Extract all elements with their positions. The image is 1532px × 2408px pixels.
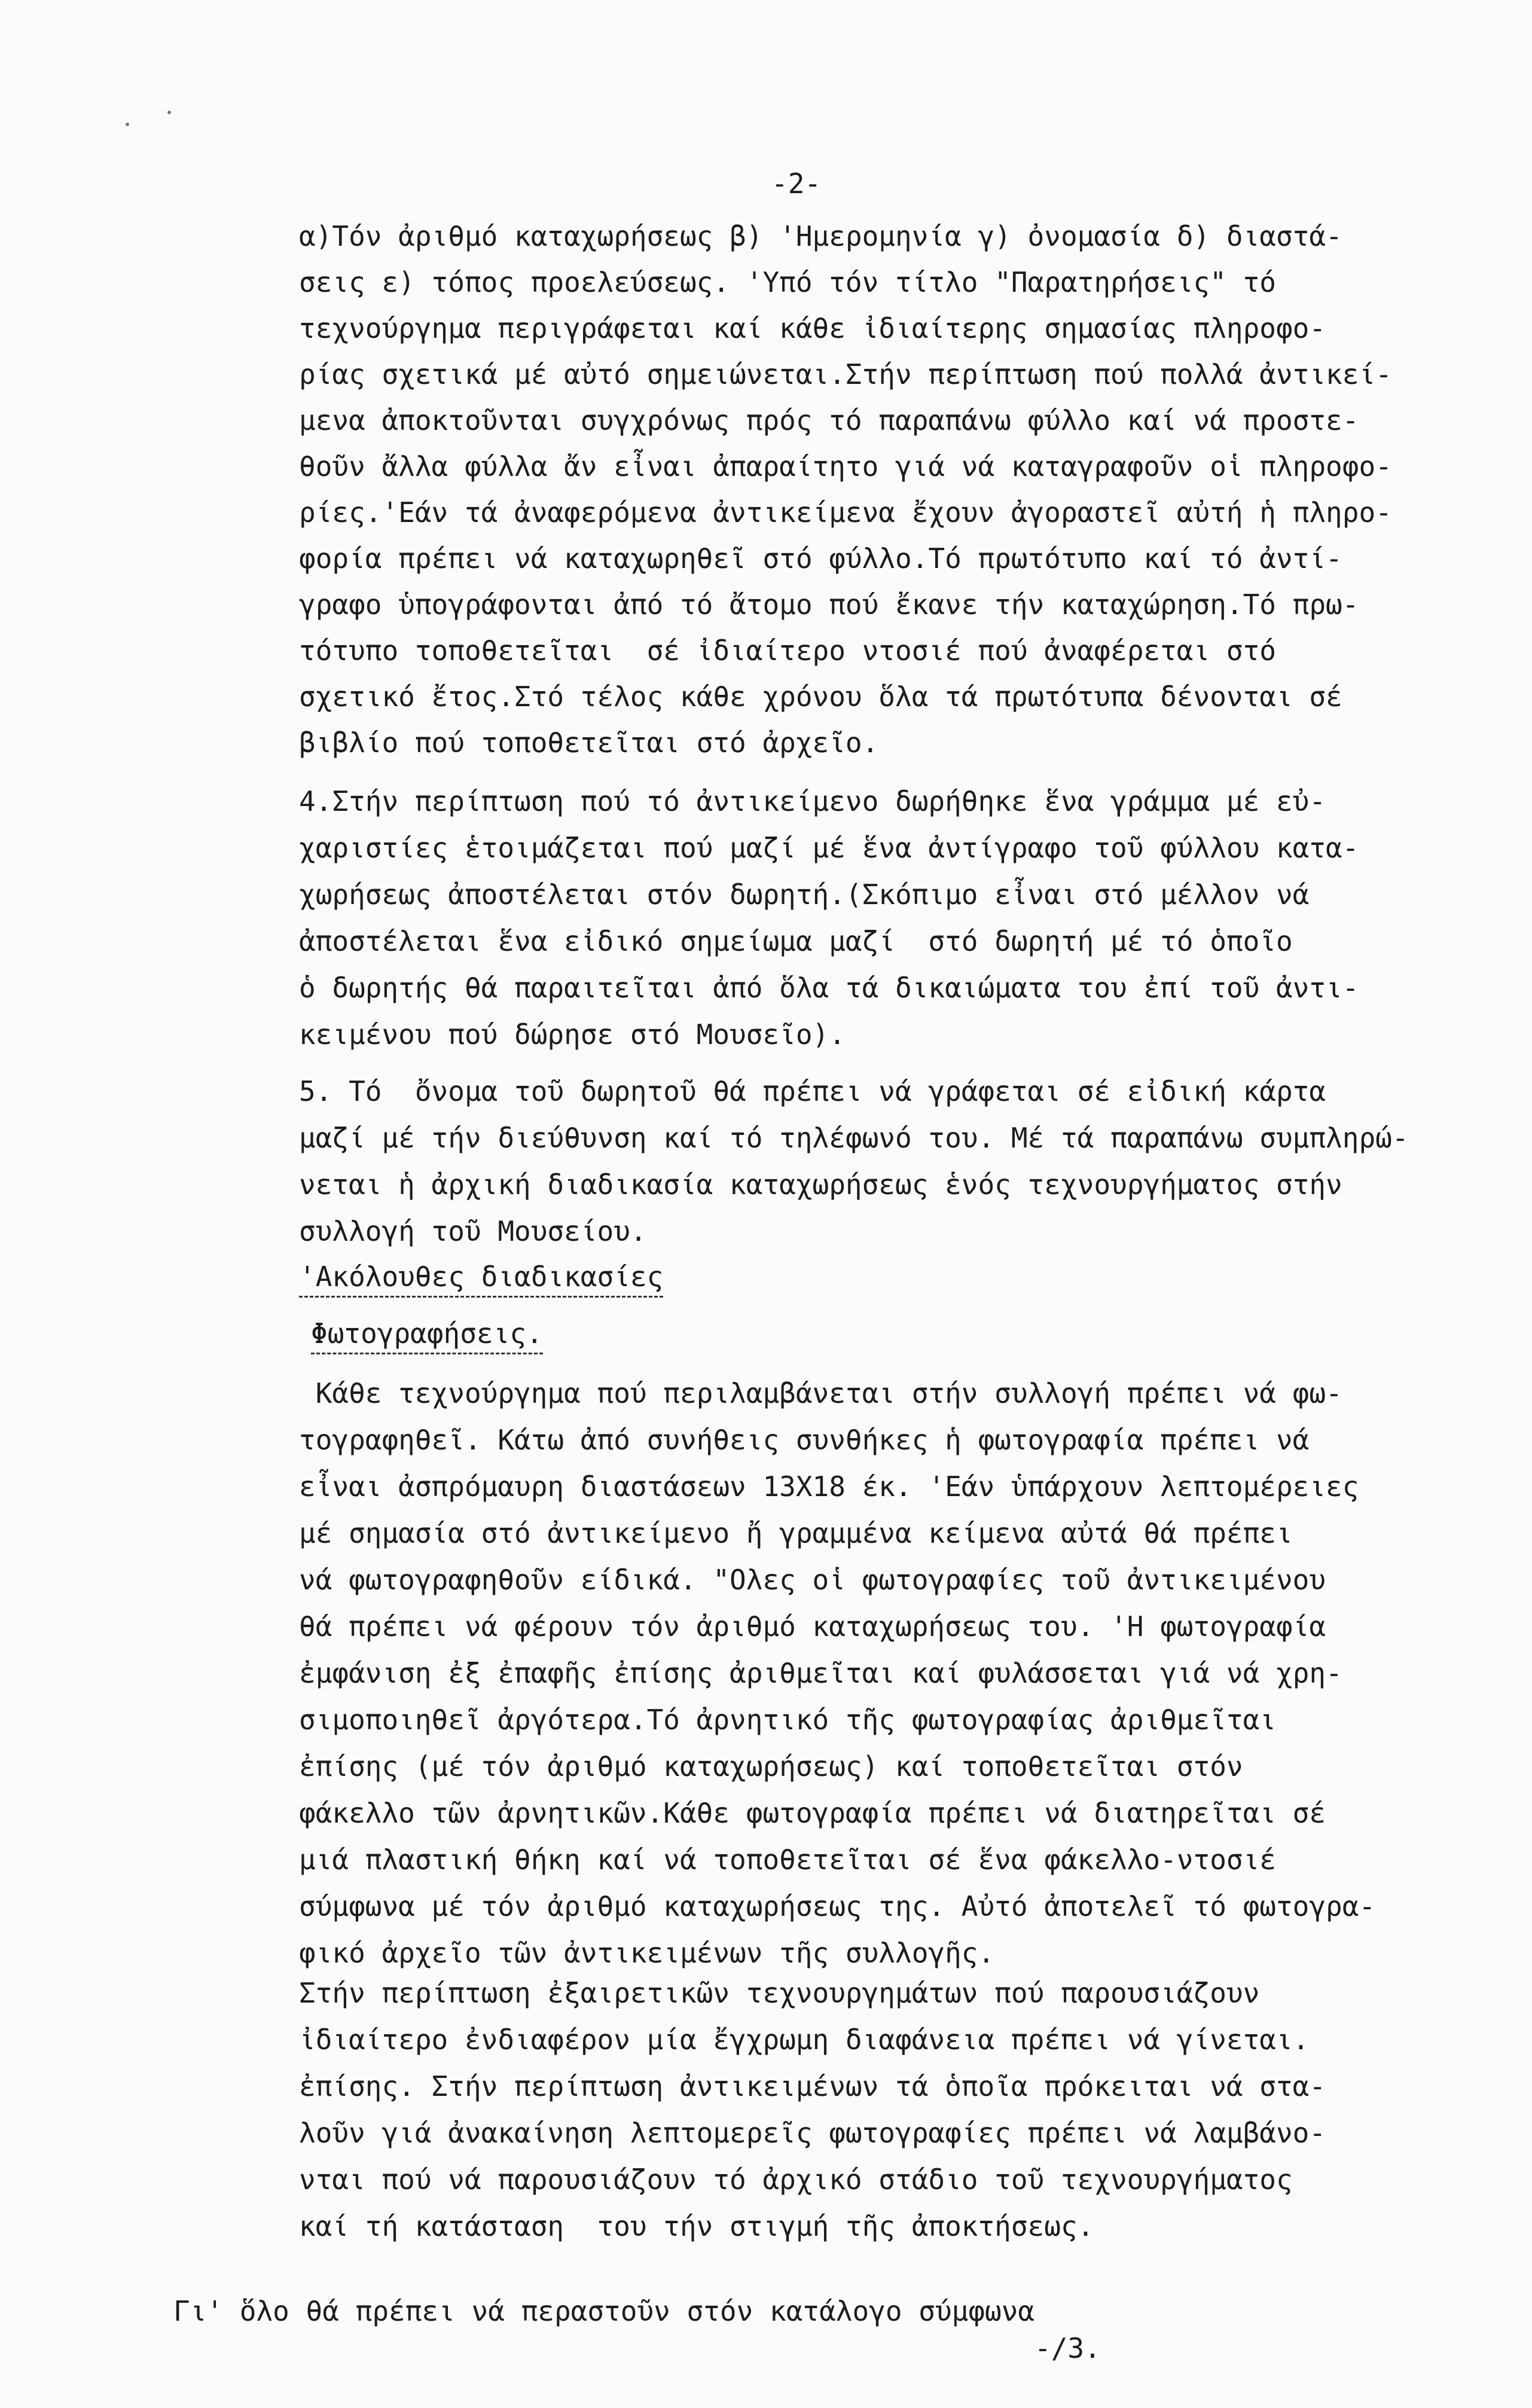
text-line: ἰδιαίτερο ἐνδιαφέρον μία ἔγχρωμη διαφάνεια πρέπει νά γίνεται. [299,2024,1310,2056]
text-line: τογραφηθεῖ. Κάτω ἀπό συνήθεις συνθήκες ἡ φωτογραφία πρέπει νά [299,1424,1310,1456]
text-line: φικό ἀρχεῖο τῶν ἀντικειμένων τῆς συλλογῆς. [299,1937,995,1969]
text-line: χωρήσεως ἀποστέλεται στόν δωρητή.(Σκόπιμο εἶναι στό μέλλον νά [299,878,1310,911]
continuation-mark: -/3. [1034,2332,1101,2364]
text-line: 5. Τό ὄνομα τοῦ δωρητοῦ θά πρέπει νά γράφεται σέ εἰδική κάρτα [299,1075,1326,1107]
text-line: σιμοποιηθεῖ ἀργότερα.Τό ἀρνητικό τῆς φωτογραφίας ἀριθμεῖται [299,1704,1276,1736]
text-line: φορία πρέπει νά καταχωρηθεῖ στό φύλλο.Τό πρωτότυπο καί τό ἀντί- [299,542,1342,575]
text-line: Στήν περίπτωση ἐξαιρετικῶν τεχνουργημάτων πού παρουσιάζουν [299,1977,1260,2009]
text-line: εἶναι ἀσπρόμαυρη διαστάσεων 13Χ18 έκ. 'Εάν ὑπάρχουν λεπτομέρειες [299,1470,1359,1503]
text-line: συλλογή τοῦ Μουσείου. [299,1215,647,1247]
text-line: ἐπίσης (μέ τόν ἀριθμό καταχωρήσεως) καί τοποθετεῖται στόν [299,1750,1243,1783]
text-line: ἐμφάνιση ἐξ ἐπαφῆς ἐπίσης ἀριθμεῖται καί φυλάσσεται γιά νά χρη- [299,1657,1342,1689]
section-heading-photography: Φωτογραφήσεις. [311,1316,543,1354]
text-line: σεις ε) τόπος προελεύσεως. 'Υπό τόν τίτλο "Παρατηρήσεις" τό [299,266,1276,298]
text-line: σχετικό ἔτος.Στό τέλος κάθε χρόνου ὅλα τά πρωτότυπα δένονται σέ [299,680,1342,713]
scan-speck [126,123,129,126]
text-line: Κάθε τεχνούργημα πού περιλαμβάνεται στήν συλλογή πρέπει νά φω- [299,1377,1342,1409]
text-line: τότυπο τοποθετεῖται σέ ἰδιαίτερο ντοσιέ πού ἀναφέρεται στό [299,634,1276,667]
text-line: μιά πλαστική θήκη καί νά τοποθετεῖται σέ ἕνα φάκελλο-ντοσιέ [299,1844,1276,1876]
text-line: νεται ἡ ἀρχική διαδικασία καταχωρήσεως ἑνός τεχνουργήματος στήν [299,1168,1342,1201]
text-line: νται πού νά παρουσιάζουν τό ἀρχικό στάδιο τοῦ τεχνουργήματος [299,2163,1293,2196]
text-line: θά πρέπει νά φέρουν τόν ἀριθμό καταχωρήσεως του. 'Η φωτογραφία [299,1610,1326,1643]
text-line: ρίας σχετικά μέ αὐτό σημειώνεται.Στήν περίπτωση πού πολλά ἀντικεί- [299,358,1392,390]
text-line: φάκελλο τῶν ἀρνητικῶν.Κάθε φωτογραφία πρέπει νά διατηρεῖται σέ [299,1797,1326,1829]
text-line: α)Τόν ἀριθμό καταχωρήσεως β) 'Ημερομηνία γ) ὀνομασία δ) διαστά- [299,220,1342,252]
text-line: μέ σημασία στό ἀντικείμενο ἤ γραμμένα κείμενα αὐτά θά πρέπει [299,1517,1293,1549]
text-line: σύμφωνα μέ τόν ἀριθμό καταχωρήσεως της. Αὐτό ἀποτελεῖ τό φωτογρα- [299,1890,1376,1922]
text-line: κειμένου πού δώρησε στό Μουσεῖο). [299,1018,846,1051]
text-line: ἐπίσης. Στήν περίπτωση ἀντικειμένων τά ὁποῖα πρόκειται νά στα- [299,2070,1326,2102]
text-line: μαζί μέ τήν διεύθυνση καί τό τηλέφωνό του. Μέ τά παραπάνω συμπληρώ- [299,1122,1409,1154]
scan-speck [167,111,171,114]
text-line: βιβλίο πού τοποθετεῖται στό ἀρχεῖο. [299,727,879,759]
text-line: νά φωτογραφηθοῦν είδικά. "Ολες οἱ φωτογραφίες τοῦ ἀντικειμένου [299,1564,1326,1596]
page-number: -2- [771,167,822,200]
text-line: λοῦν γιά ἀνακαίνηση λεπτομερεῖς φωτογραφίες πρέπει νά λαμβάνο- [299,2117,1326,2149]
text-line: γραφο ὑπογράφονται ἀπό τό ἄτομο πού ἔκανε τήν καταχώρηση.Τό πρω- [299,588,1359,621]
text-line: τεχνούργημα περιγράφεται καί κάθε ἰδιαίτερης σημασίας πληροφο- [299,312,1326,344]
text-line: καί τή κατάσταση του τήν στιγμή τῆς ἀποκτήσεως. [299,2210,1094,2242]
text-line: 4.Στήν περίπτωση πού τό ἀντικείμενο δωρήθηκε ἕνα γράμμα μέ εὐ- [299,785,1326,817]
section-heading-procedures: 'Ακόλουθες διαδικασίες [299,1259,663,1298]
text-line: ρίες.'Εάν τά ἀναφερόμενα ἀντικείμενα ἔχουν ἀγοραστεῖ αὐτή ἡ πληρο- [299,496,1392,529]
footer-line: Γι' ὅλο θά πρέπει νά περαστοῦν στόν κατάλογο σύμφωνα [173,2295,1035,2327]
text-line: θοῦν ἄλλα φύλλα ἄν εἶναι ἀπαραίτητο γιά νά καταγραφοῦν οἱ πληροφο- [299,450,1392,483]
text-line: ἀποστέλεται ἕνα εἰδικό σημείωμα μαζί στό δωρητή μέ τό ὁποῖο [299,925,1293,957]
text-line: χαριστίες ἑτοιμάζεται πού μαζί μέ ἕνα ἀντίγραφο τοῦ φύλλου κατα- [299,832,1359,864]
text-line: ὁ δωρητής θά παραιτεῖται ἀπό ὅλα τά δικαιώματα του ἐπί τοῦ ἀντι- [299,972,1359,1004]
text-line: μενα ἀποκτοῦνται συγχρόνως πρός τό παραπάνω φύλλο καί νά προστε- [299,404,1359,437]
